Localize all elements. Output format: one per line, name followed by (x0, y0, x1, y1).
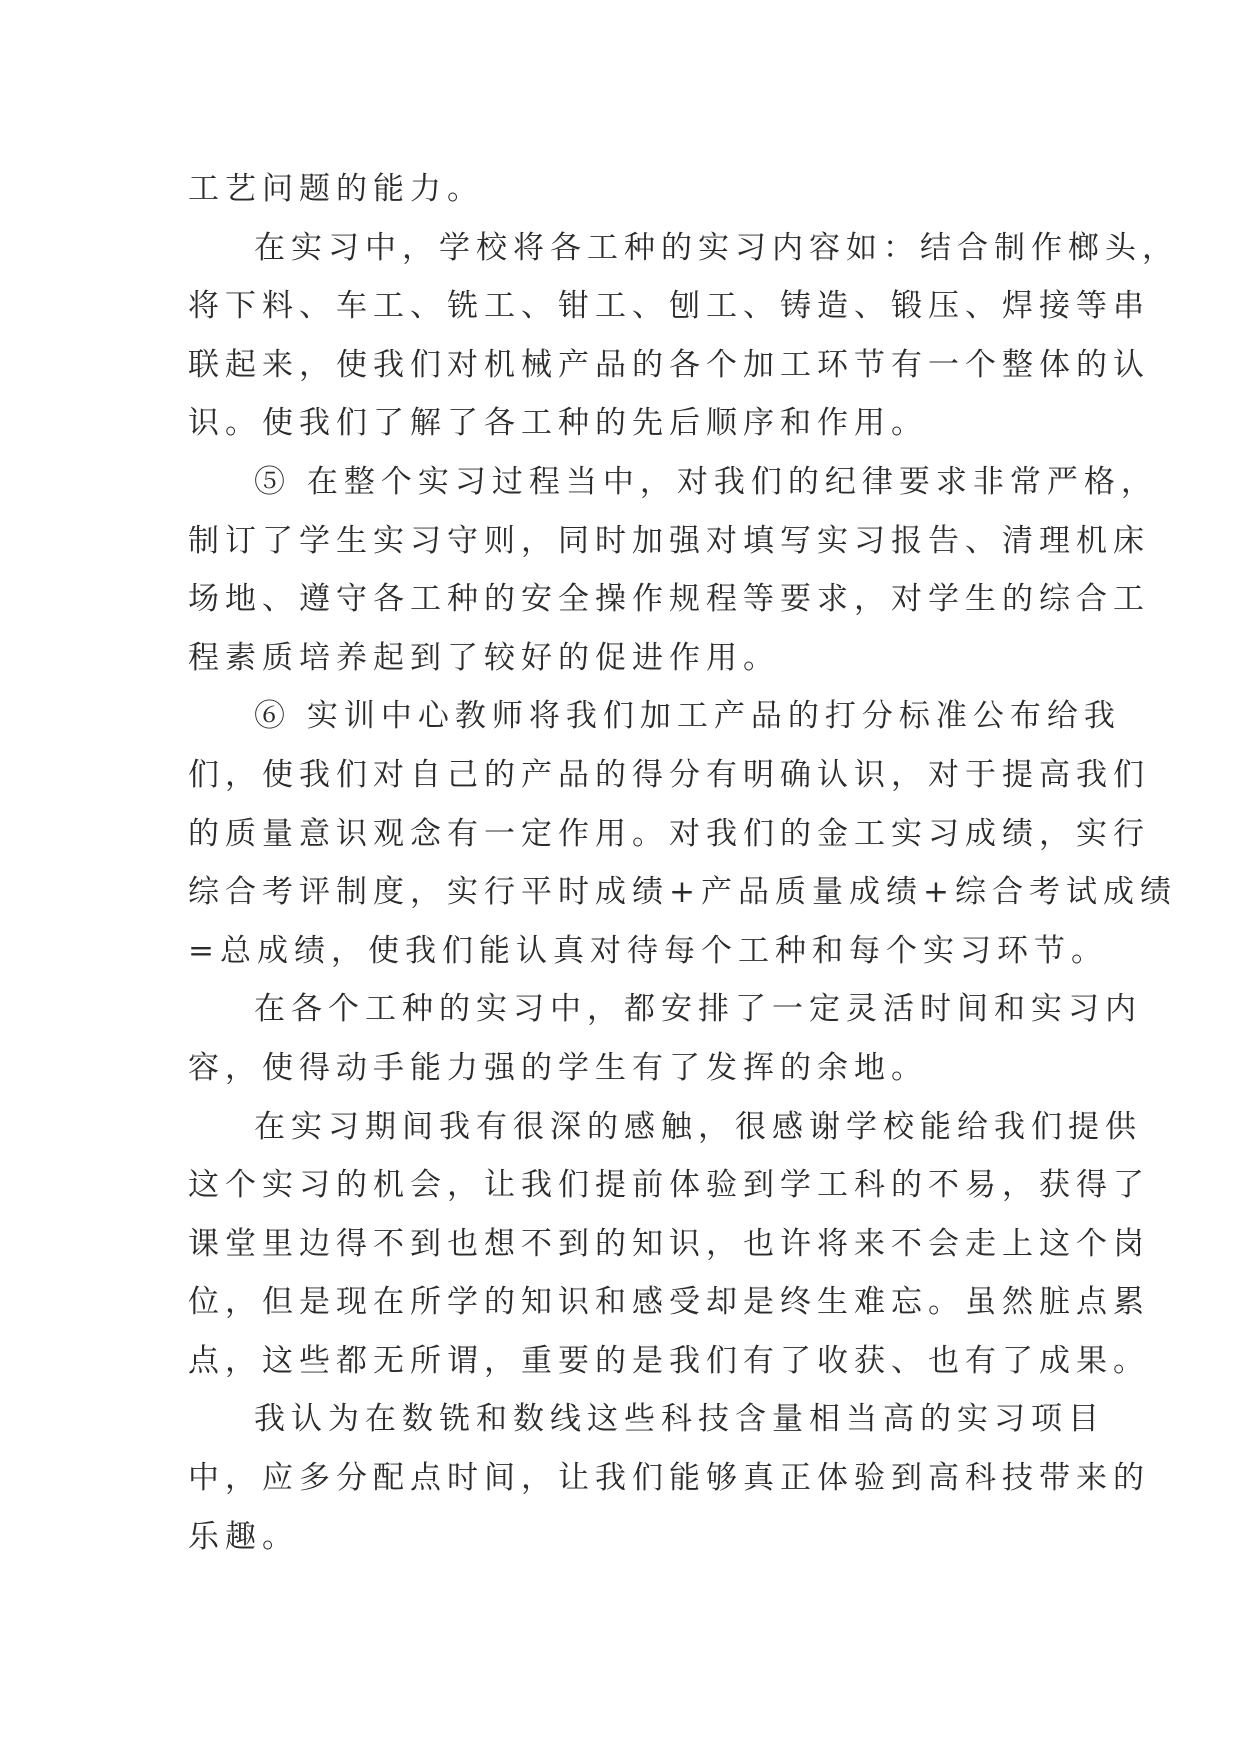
text-line: 在实习期间我有很深的感触，很感谢学校能给我们提供 (254, 1108, 1142, 1145)
text-line: ⑥ 实训中心教师将我们加工产品的打分标准公布给我 (254, 698, 1121, 735)
text-line: 中，应多分配点时间，让我们能够真正体验到高科技带来的 (188, 1460, 1150, 1497)
text-line: 制订了学生实习守则，同时加强对填写实习报告、清理机床 (188, 522, 1150, 559)
paragraph-7 (188, 1390, 1150, 1566)
text-line: 将下料、车工、铣工、钳工、刨工、铸造、锻压、焊接等串 (188, 288, 1150, 325)
text-line: 容，使得动手能力强的学生有了发挥的余地。 (188, 1049, 928, 1086)
text-line: 识。使我们了解了各工种的先后顺序和作用。 (188, 405, 928, 442)
paragraph-3 (188, 453, 1158, 687)
text-line: 程素质培养起到了较好的促进作用。 (188, 639, 780, 676)
text-line: 工艺问题的能力。 (188, 171, 484, 207)
text-line: 场地、遵守各工种的安全操作规程等要求，对学生的综合工 (188, 581, 1150, 618)
paragraph-5 (188, 980, 1142, 1097)
text-line: 点，这些都无所谓，重要的是我们有了收获、也有了成果。 (188, 1342, 1150, 1379)
text-line: 课堂里边得不到也想不到的知识，也许将来不会走上这个岗 (188, 1225, 1150, 1262)
text-line: 在实习中，学校将各工种的实习内容如：结合制作榔头， (254, 229, 1179, 266)
text-line: 在各个工种的实习中，都安排了一定灵活时间和实习内 (254, 991, 1142, 1028)
text-line: 乐趣。 (188, 1518, 299, 1555)
text-line: ⑤ 在整个实习过程当中，对我们的纪律要求非常严格， (254, 463, 1158, 500)
text-line: 联起来，使我们对机械产品的各个加工环节有一个整体的认 (188, 346, 1150, 383)
paragraph-4 (188, 687, 1177, 980)
text-line: 们，使我们对自己的产品的得分有明确认识，对于提高我们 (188, 756, 1150, 793)
text-line: 位，但是现在所学的知识和感受却是终生难忘。虽然脏点累 (188, 1284, 1150, 1321)
text-line: 我认为在数铣和数线这些科技含量相当高的实习项目 (254, 1401, 1105, 1438)
text-line: =总成绩，使我们能认真对待每个工种和每个实习环节。 (188, 932, 1108, 969)
text-line: 这个实习的机会，让我们提前体验到学工科的不易，获得了 (188, 1167, 1150, 1204)
paragraph-6 (188, 1098, 1150, 1391)
paragraph-1 (188, 160, 1058, 219)
text-line: 的质量意识观念有一定作用。对我们的金工实习成绩，实行 (188, 815, 1150, 852)
paragraph-2 (188, 219, 1179, 453)
document-body (188, 160, 1179, 1566)
text-line: 综合考评制度，实行平时成绩+产品质量成绩+综合考试成绩 (188, 874, 1177, 911)
